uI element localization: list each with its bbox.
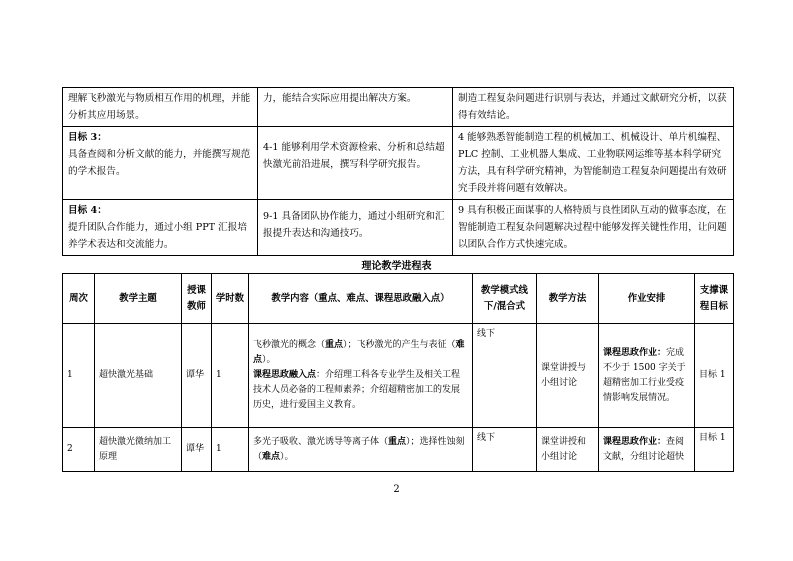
schedule-row <box>63 428 734 472</box>
cell-topic: 超快激光基础 <box>95 324 182 428</box>
header-assignment: 作业安排 <box>599 274 695 324</box>
cell-mode: 线下 <box>473 428 537 472</box>
schedule-title: 理论教学进程表 <box>361 261 432 272</box>
objective-target <box>63 127 258 200</box>
objective-target-text: 理解飞秒激光与物质相互作用的机理，并能分析其应用场景。 <box>68 93 251 121</box>
objective-row <box>63 127 734 200</box>
content-key-point: 重点 <box>388 436 407 447</box>
cell-hours: 1 <box>212 324 249 428</box>
cell-method: 课堂讲授和小组讨论 <box>537 428 599 472</box>
objective-indicator: 4-1 能够利用学术资源检索、分析和总结超快激光前沿进展，撰写科学研究报告。 <box>258 127 453 200</box>
objective-target-title: 目标 4： <box>68 205 107 216</box>
page-number: 2 <box>393 484 400 495</box>
objective-target <box>63 200 258 256</box>
objective-indicator: 9-1 具备团队协作能力，通过小组研究和汇报提升表达和沟通技巧。 <box>258 200 453 256</box>
content-text: ）。 <box>280 451 294 462</box>
cell-content <box>249 324 473 428</box>
content-text: 飞秒激光的概念（ <box>253 340 326 350</box>
objective-indicator: 力，能结合实际应用提出解决方案。 <box>258 88 453 127</box>
header-method: 教学方法 <box>537 274 599 324</box>
cell-topic: 超快激光微纳加工原理 <box>95 428 182 472</box>
objectives-table <box>62 87 734 256</box>
content-text: ）；飞秒激光的产生与表征（ <box>343 340 456 350</box>
content-text: ）；选择性蚀刻（ <box>253 436 465 462</box>
cell-assignment <box>599 428 695 472</box>
objective-requirement: 制造工程复杂问题进行识别与表达，并通过文献研究分析，以获得有效结论。 <box>453 88 734 127</box>
cell-mode: 线下 <box>473 324 537 428</box>
content-key-point: 重点 <box>325 340 344 350</box>
header-hours: 学时数 <box>212 274 249 324</box>
header-topic: 教学主题 <box>95 274 182 324</box>
cell-teacher: 谭华 <box>182 428 212 472</box>
cell-week: 1 <box>63 324 95 428</box>
cell-method: 课堂讲授与小组讨论 <box>537 324 599 428</box>
cell-week: 2 <box>63 428 95 472</box>
cell-support: 目标 1 <box>695 324 734 428</box>
cell-hours: 1 <box>212 428 249 472</box>
objective-requirement: 9 具有积极正面谋事的人格特质与良性团队互动的做事态度，在智能制造工程复杂问题解决过程中能够发挥关键性作用，让问题以团队合作方式快速完成。 <box>453 200 734 256</box>
cell-teacher: 谭华 <box>182 324 212 428</box>
header-mode: 教学模式线下/混合式 <box>473 274 537 324</box>
schedule-table <box>62 273 734 472</box>
header-content: 教学内容（重点、难点、课程思政融入点） <box>249 274 473 324</box>
content-difficulty: 难点 <box>253 340 465 365</box>
assignment-text: 完成不少于 1500 字关于超精密加工行业受疫情影响发展情况。 <box>603 347 686 403</box>
content-difficulty: 难点 <box>262 451 281 462</box>
assignment-text: 查阅文献，分组讨论超快 <box>603 436 685 462</box>
schedule-row <box>63 324 734 428</box>
objective-target-text: 具备查阅和分析文献的能力，并能撰写规范的学术报告。 <box>68 149 251 177</box>
ideology-text: ：介绍理工科各专业学生及相关工程技术人员必备的工程师素养；介绍超精密加工的发展历史，进行爱国主义教育。 <box>253 370 461 410</box>
cell-support: 目标 1 <box>695 428 734 472</box>
assignment-label: 课程思政作业： <box>603 347 667 358</box>
objective-row <box>63 88 734 127</box>
objective-row <box>63 200 734 256</box>
assignment-label: 课程思政作业： <box>603 436 667 447</box>
cell-content <box>249 428 473 472</box>
objective-requirement: 4 能够熟悉智能制造工程的机械加工、机械设计、单片机编程、PLC 控制、工业机器人集成、工业物联网运维等基本科学研究方法，具有科学研究精神，为智能制造工程复杂问题提出有效研究手段并将问题有效解决。 <box>453 127 734 200</box>
objective-target-text: 提升团队合作能力，通过小组 PPT 汇报培养学术表达和交流能力。 <box>68 222 247 250</box>
cell-assignment <box>599 324 695 428</box>
ideology-label: 课程思政融入点 <box>253 370 317 380</box>
objective-target-title: 目标 3： <box>68 132 107 143</box>
content-text: 多光子吸收、激光诱导等离子体（ <box>253 436 389 447</box>
header-week: 周次 <box>63 274 95 324</box>
schedule-header-row <box>63 274 734 324</box>
header-support: 支撑课程目标 <box>695 274 734 324</box>
objective-target <box>63 88 258 127</box>
header-teacher: 授课教师 <box>182 274 212 324</box>
content-text: ）。 <box>262 355 276 365</box>
